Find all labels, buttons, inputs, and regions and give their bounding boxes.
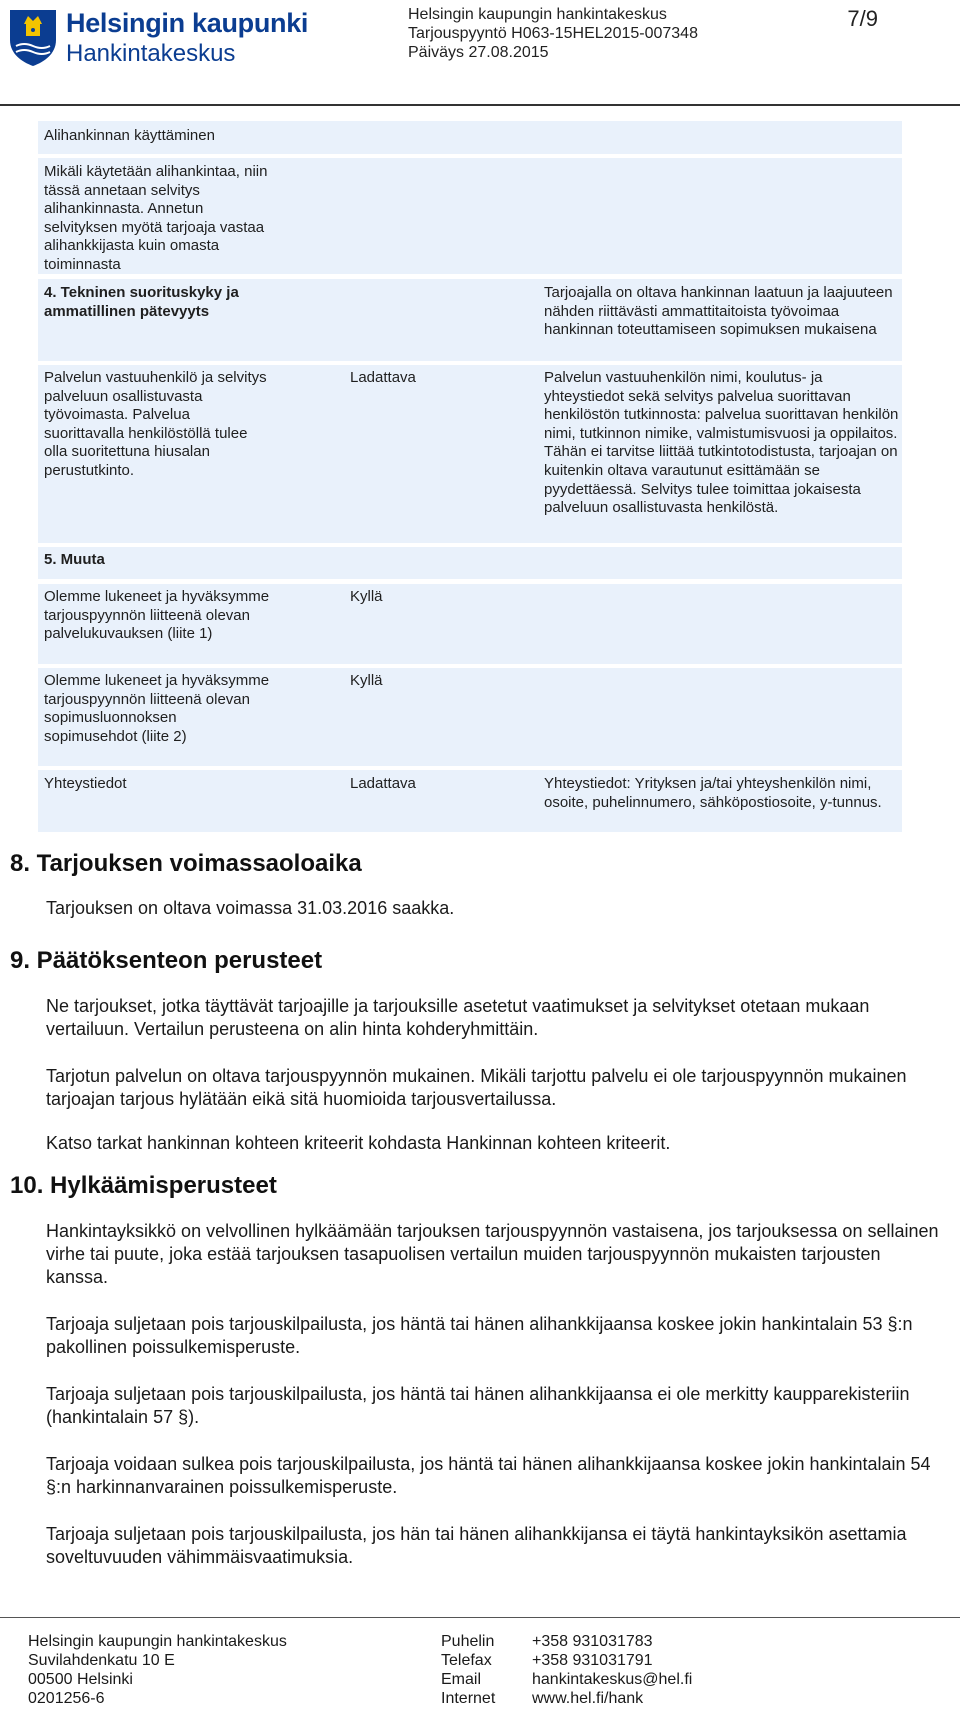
footer-email[interactable]: hankintakeskus@hel.fi — [532, 1671, 693, 1688]
header-divider — [0, 104, 960, 106]
header-date: Päiväys 27.08.2015 — [408, 44, 549, 61]
section4-note: Tarjoajalla on oltava hankinnan laatuun ja laajuuteen nähden riittävästi ammattitaitoista työvoimaa hankinnan toteuttamiseen sopimuksen mukaisena — [544, 284, 893, 339]
section10-paragraph: Hankintayksikkö on velvollinen hylkäämään tarjouksen tarjouspyynnön vastaisena, jos tarjouksessa on sellainen virhe tai puute, joka estää tarjouksen tasapuolisen vertailun muiden tarjouspyynnön mukaisten tarjousten kanssa. — [46, 1221, 939, 1287]
footer-phone: +358 931031783 — [532, 1633, 653, 1650]
section9-heading: 9. Päätöksenteon perusteet — [10, 947, 323, 974]
section9-paragraph: Katso tarkat hankinnan kohteen kriteerit kohdasta Hankinnan kohteen kriteerit. — [46, 1133, 671, 1153]
liite1-answer: Kyllä — [350, 588, 383, 605]
liite2-requirement: Olemme lukeneet ja hyväksymme tarjouspyynnön liitteenä olevan sopimusluonnoksen sopimusehdot (liite 2) — [44, 672, 270, 745]
vastuuhenkilo-type: Ladattava — [350, 369, 416, 386]
footer-org: Helsingin kaupungin hankintakeskus — [28, 1633, 287, 1650]
yhteystiedot-requirement: Yhteystiedot — [44, 775, 127, 792]
footer-street: Suvilahdenkatu 10 E — [28, 1652, 175, 1669]
vastuuhenkilo-requirement: Palvelun vastuuhenkilö ja selvitys palveluun osallistuvasta työvoimasta. Palvelua suorittavalla henkilöstöllä tulee olla suoritettuna hiusalan perustutkinto. — [44, 369, 267, 479]
vastuuhenkilo-description: Palvelun vastuuhenkilön nimi, koulutus- ja yhteystiedot sekä selvitys palvelua suorittavan henkilöstön tutkinnosta: palvelua suorittavan henkilön nimi, tutkinnon nimike, valmistumisvuosi ja oppilaitos. Tähän ei tarvitse liittää tutkintotodistusta, tarjoajan on kuitenkin oltava varautunut esittämään se pyydettäessä. Selvitys tulee toimittaa jokaisesta palveluun osallistuvasta henkilöstä. — [544, 369, 899, 517]
section10-heading: 10. Hylkäämisperusteet — [10, 1172, 277, 1199]
org-logo-subtitle: Hankintakeskus — [66, 40, 236, 67]
section9-paragraph: Tarjotun palvelun on oltava tarjouspyynnön mukainen. Mikäli tarjottu palvelu ei ole tarjouspyynnön mukainen tarjoajan tarjous hylätään eikä sitä huomioida tarjousvertailussa. — [46, 1066, 907, 1109]
alihankinta-title: Alihankinnan käyttäminen — [44, 127, 215, 144]
header-organization: Helsingin kaupungin hankintakeskus — [408, 6, 667, 23]
section9-paragraph: Ne tarjoukset, jotka täyttävät tarjoajille ja tarjouksille asetetut vaatimukset ja selvitykset otetaan mukaan vertailuun. Vertailun perusteena on alin hinta kohderyhmittäin. — [46, 996, 870, 1039]
header-reference: Tarjouspyyntö H063-15HEL2015-007348 — [408, 25, 698, 42]
liite2-answer: Kyllä — [350, 672, 383, 689]
footer-postal: 00500 Helsinki — [28, 1671, 133, 1688]
section4-title: 4. Tekninen suorituskyky ja ammatillinen pätevyyts — [44, 284, 239, 320]
footer-web[interactable]: www.hel.fi/hank — [532, 1690, 644, 1707]
page-number: 7/9 — [847, 6, 878, 31]
footer-email-label: Email — [441, 1671, 482, 1688]
yhteystiedot-type: Ladattava — [350, 775, 416, 792]
alihankinta-description: Mikäli käytetään alihankintaa, niin tässä annetaan selvitys alihankinnasta. Annetun selvityksen myötä tarjoaja vastaa alihankkijasta kuin omasta toiminnasta — [44, 163, 268, 273]
section10-paragraph: Tarjoaja suljetaan pois tarjouskilpailusta, jos hän tai hänen alihankkijansa ei täytä hankintayksikön asettamia soveltuvuuden vähimmäisvaatimuksia. — [46, 1524, 907, 1567]
org-logo-title: Helsingin kaupunki — [66, 8, 309, 38]
footer-phone-label: Puhelin — [441, 1633, 495, 1650]
footer-business-id: 0201256-6 — [28, 1690, 105, 1707]
section10-paragraph: Tarjoaja suljetaan pois tarjouskilpailusta, jos häntä tai hänen alihankkijaansa koskee jokin hankintalain 53 §:n pakollinen poissulkemisperuste. — [46, 1314, 913, 1357]
footer-fax: +358 931031791 — [532, 1652, 653, 1669]
section10-paragraph: Tarjoaja suljetaan pois tarjouskilpailusta, jos häntä tai hänen alihankkijaansa ei ole merkitty kaupparekisteriin (hankintalain 57 §). — [46, 1384, 910, 1427]
section5-title: 5. Muuta — [44, 551, 105, 568]
section8-heading: 8. Tarjouksen voimassaoloaika — [10, 850, 362, 877]
section10-paragraph: Tarjoaja voidaan sulkea pois tarjouskilpailusta, jos häntä tai hänen alihankkijaansa koskee jokin hankintalain 54 §:n harkinnanvarainen poissulkemisperuste. — [46, 1454, 931, 1497]
footer-divider — [0, 1617, 960, 1618]
section8-text: Tarjouksen on oltava voimassa 31.03.2016 saakka. — [46, 898, 455, 918]
footer-web-label: Internet — [441, 1690, 496, 1707]
yhteystiedot-description: Yhteystiedot: Yrityksen ja/tai yhteyshenkilön nimi, osoite, puhelinnumero, sähköpostiosoite, y-tunnus. — [544, 775, 882, 811]
footer-fax-label: Telefax — [441, 1652, 492, 1669]
helsinki-crest-icon — [6, 6, 60, 68]
liite1-requirement: Olemme lukeneet ja hyväksymme tarjouspyynnön liitteenä olevan palvelukuvauksen (liite 1) — [44, 588, 270, 643]
